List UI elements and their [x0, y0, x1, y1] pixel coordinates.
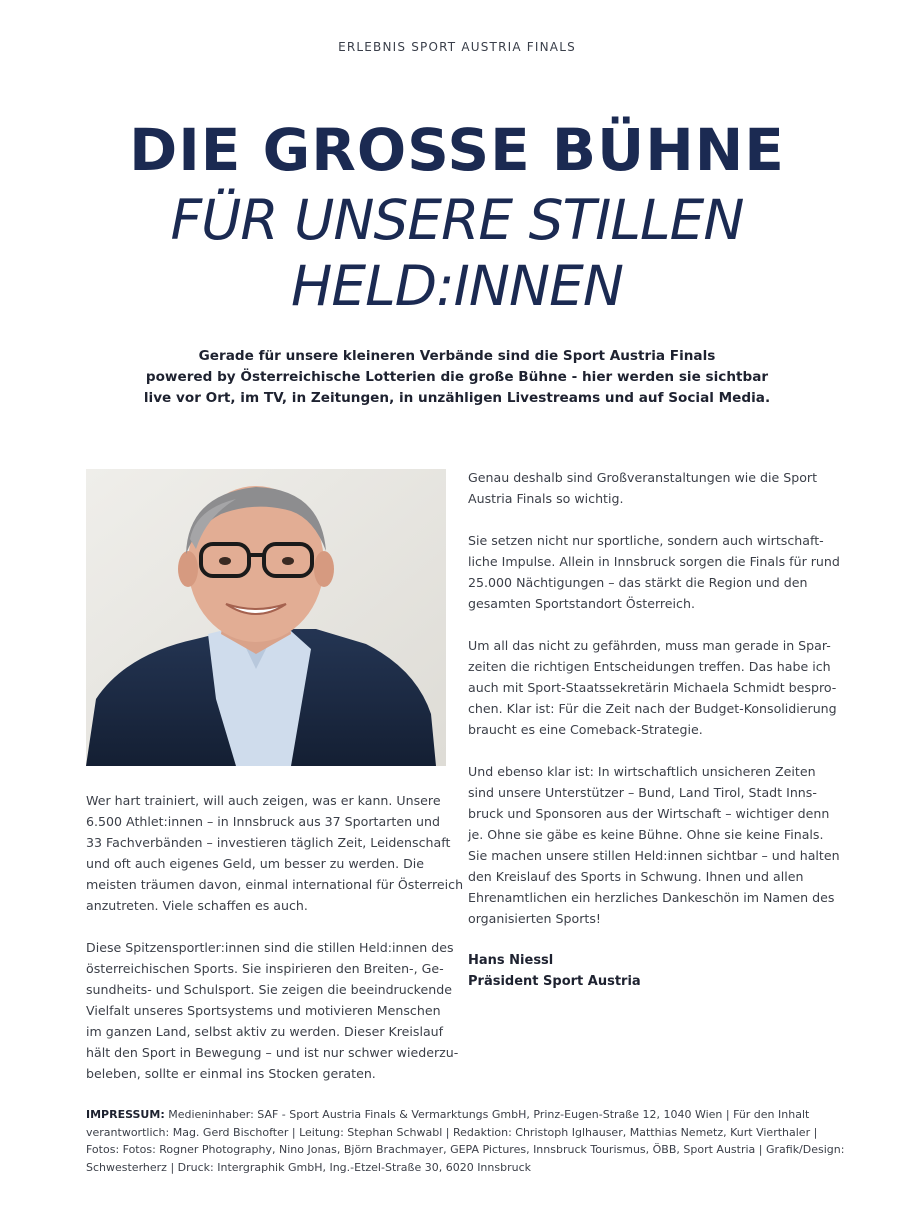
right-column-text	[468, 467, 848, 992]
portrait-photo	[86, 469, 446, 766]
paragraph: Um all das nicht zu gefährden, muss man gerade in Spar- zeiten die richtigen Entscheidungen treffen. Das habe ich auch mit Sport-Staatssekretärin Michaela Schmidt bespro- chen. Klar ist: Für die Zeit nach der Budget-Konsolidierung braucht es eine Comeback-Strategie.	[468, 638, 837, 737]
impressum-label: IMPRESSUM:	[86, 1108, 165, 1121]
headline-bold: DIE GROSSE BÜHNE	[129, 116, 785, 184]
paragraph: Genau deshalb sind Großveranstaltungen wie die Sport Austria Finals so wichtig.	[468, 470, 818, 506]
lead-line: powered by Österreichische Lotterien die große Bühne - hier werden sie sichtbar	[145, 369, 769, 385]
signature-name: Hans Niessl	[468, 953, 554, 968]
portrait-illustration	[86, 469, 446, 766]
paragraph: Und ebenso klar ist: In wirtschaftlich unsicheren Zeiten sind unsere Unterstützer – Bund, Land Tirol, Stadt Inns- bruck und Sponsoren aus der Wirtschaft – wichtiger denn je. Ohne sie gäbe es keine Bühne. Ohne sie keine Finals. Sie machen unsere stillen Held:innen sichtbar – und halten den Kreislauf des Sports in Schwung. Ihnen und allen Ehrenamtlichen ein herzliches Dankeschön im Namen des organisierten Sports!	[468, 764, 840, 926]
left-column-text	[86, 790, 464, 1105]
lead-line: live vor Ort, im TV, in Zeitungen, in unzähligen Livestreams und auf Social Media.	[143, 390, 771, 406]
headline-italic-line-1: FÜR UNSERE STILLEN	[170, 188, 744, 252]
lead-line: Gerade für unsere kleineren Verbände sind die Sport Austria Finals	[198, 348, 716, 364]
headline-italic-line-2: HELD:INNEN	[290, 254, 624, 318]
paragraph: Sie setzen nicht nur sportliche, sondern auch wirtschaft- liche Impulse. Allein in Innsbruck sorgen die Finals für rund 25.000 Nächtigungen – das stärkt die Region und den gesamten Sportstandort Österreich.	[468, 533, 840, 611]
paragraph: Diese Spitzensportler:innen sind die stillen Held:innen des österreichischen Sports. Sie inspirieren den Breiten-, Ge- sundheits- und Schulsport. Sie zeigen die beeindruckende Vielfalt unseres Sportsystems und motivieren Menschen im ganzen Land, selbst aktiv zu werden. Dieser Kreislauf hält den Sport in Bewegung – und ist nur schwer wiederzu- beleben, sollte er einmal ins Stocken geraten.	[86, 940, 459, 1081]
signature-role: Präsident Sport Austria	[468, 974, 641, 989]
impressum: IMPRESSUM: Medieninhaber: SAF - Sport Austria Finals & Vermarktungs GmbH, Prinz-Eugen-Straße 12, 1040 Wien | Für den Inhalt verantwortlich: Mag. Gerd Bischofter | Leitung: Stephan Schwabl | Redaktion: Christoph Iglhauser, Matthias Nemetz, Kurt Vierthaler | Fotos: Fotos: Rogner Photography, Nino Jonas, Björn Brachmayer, GEPA Pictures, Innsbruck Tourismus, ÖBB, Sport Austria | Grafik/Design: Schwesterherz | Druck: Intergraphik GmbH, Ing.-Etzel-Straße 30, 6020 Innsbruck	[86, 1108, 845, 1174]
section-kicker: ERLEBNIS SPORT AUSTRIA FINALS	[338, 40, 576, 54]
signature	[468, 950, 848, 992]
lead-paragraph	[120, 346, 794, 409]
paragraph: Wer hart trainiert, will auch zeigen, was er kann. Unsere 6.500 Athlet:innen – in Innsbruck aus 37 Sportarten und 33 Fachverbänden – investieren täglich Zeit, Leidenschaft und oft auch eigenes Geld, um besser zu werden. Die meisten träumen davon, einmal international für Österreich anzutreten. Viele schaffen es auch.	[86, 793, 464, 913]
